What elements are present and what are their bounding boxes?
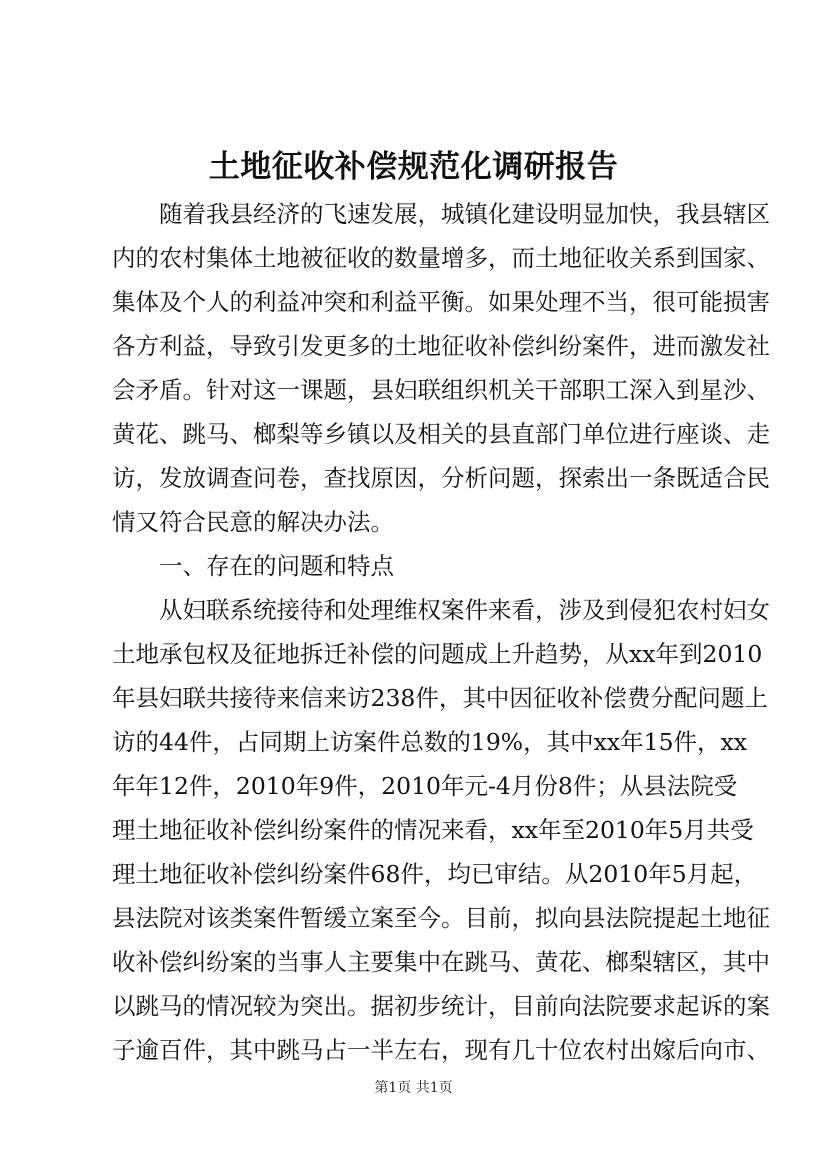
body-text-line: 土地承包权及征地拆迁补偿的问题成上升趋势，从xx年到2010 xyxy=(112,640,763,668)
body-text-line: 年县妇联共接待来信来访238件，其中因征收补偿费分配问题上 xyxy=(112,684,768,712)
body-text-line: 各方利益，导致引发更多的土地征收补偿纠纷案件，进而激发社 xyxy=(112,332,770,360)
body-text-line: 从妇联系统接待和处理维权案件来看，涉及到侵犯农村妇女 xyxy=(112,596,770,624)
body-text-line: 黄花、跳马、榔梨等乡镇以及相关的县直部门单位进行座谈、走 xyxy=(112,420,770,448)
body-text-line: 情又符合民意的解决办法。 xyxy=(112,508,394,536)
body-text-line: 访的44件，占同期上访案件总数的19%，其中xx年15件，xx xyxy=(112,728,748,756)
body-text-line: 以跳马的情况较为突出。据初步统计，目前向法院要求起诉的案 xyxy=(112,992,770,1020)
document-title: 土地征收补偿规范化调研报告 xyxy=(208,149,619,185)
body-text-line: 会矛盾。针对这一课题，县妇联组织机关干部职工深入到星沙、 xyxy=(112,376,770,404)
body-text-line: 收补偿纠纷案的当事人主要集中在跳马、黄花、榔梨辖区，其中 xyxy=(112,948,770,976)
body-text-line: 理土地征收补偿纠纷案件的情况来看，xx年至2010年5月共受 xyxy=(112,816,754,844)
body-text-line: 年年12件，2010年9件，2010年元-4月份8件；从县法院受 xyxy=(112,772,738,800)
body-text-line: 随着我县经济的飞速发展，城镇化建设明显加快，我县辖区 xyxy=(112,200,770,228)
body-text-line: 内的农村集体土地被征收的数量增多，而土地征收关系到国家、 xyxy=(112,244,770,272)
body-text-line: 访，发放调查问卷，查找原因，分析问题，探索出一条既适合民 xyxy=(112,464,770,492)
page-footer: 第1页 共1页 xyxy=(374,1080,453,1096)
body-text-line: 理土地征收补偿纠纷案件68件，均已审结。从2010年5月起， xyxy=(112,860,758,888)
body-text-line: 集体及个人的利益冲突和利益平衡。如果处理不当，很可能损害 xyxy=(112,288,770,316)
body-text-line: 县法院对该类案件暂缓立案至今。目前，拟向县法院提起土地征 xyxy=(112,904,770,932)
section-heading: 一、存在的问题和特点 xyxy=(112,552,394,580)
body-text-line: 子逾百件，其中跳马占一半左右，现有几十位农村出嫁后向市、 xyxy=(112,1036,770,1064)
